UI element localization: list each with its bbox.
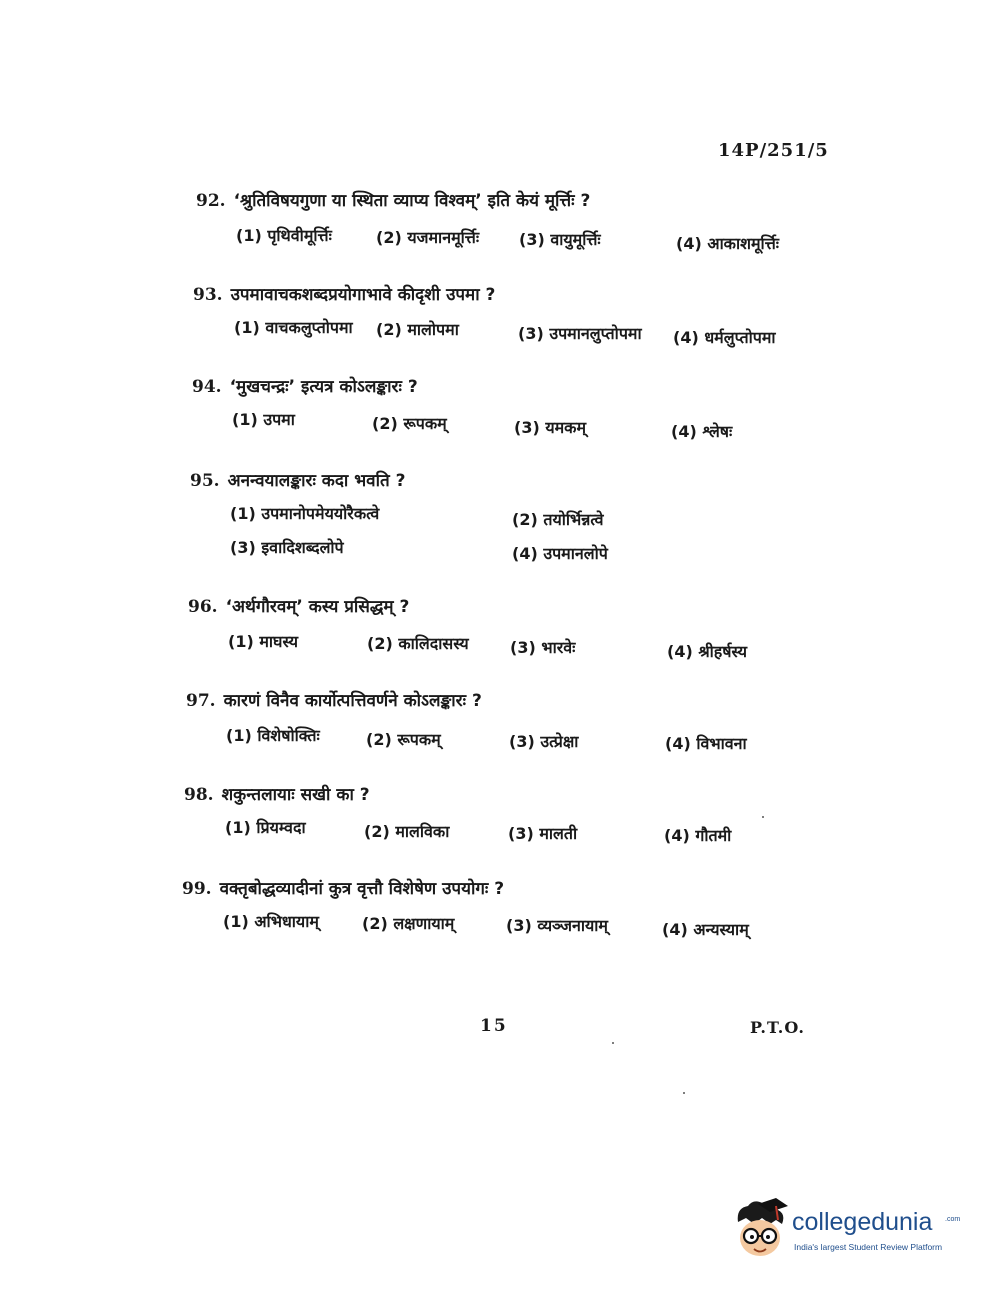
question-text: वक्तृबोद्धव्यादीनां कुत्र वृत्तौ विशेषेण उपयोगः ? — [219, 879, 505, 899]
option-1: (1) उपमानोपमेययोरैकत्वे — [230, 504, 380, 523]
option-2: (2) रूपकम् — [372, 414, 447, 433]
question-stem — [188, 594, 409, 617]
question-number: 94. — [192, 377, 222, 397]
question-stem — [193, 282, 495, 305]
question-stem — [192, 374, 418, 397]
option-3: (3) भारवेः — [510, 638, 576, 657]
question-stem — [196, 188, 590, 211]
scan-speck — [612, 1042, 614, 1044]
option-4: (4) श्रीहर्षस्य — [667, 642, 748, 661]
option-3: (3) वायुमूर्त्तिः — [519, 230, 601, 249]
option-2: (2) मालोपमा — [376, 320, 459, 339]
question-stem — [190, 468, 405, 491]
option-4: (4) विभावना — [665, 734, 747, 753]
question-stem — [184, 782, 370, 805]
question-number: 96. — [188, 597, 218, 617]
option-1: (1) वाचकलुप्तोपमा — [234, 318, 353, 337]
option-4: (4) आकाशमूर्त्तिः — [676, 234, 779, 253]
question-number: 98. — [184, 785, 214, 805]
option-2: (2) लक्षणायाम् — [362, 914, 455, 933]
question-stem — [182, 876, 504, 899]
option-1: (1) माघस्य — [228, 632, 299, 651]
question-number: 93. — [193, 285, 223, 305]
option-1: (1) प्रियम्वदा — [225, 818, 306, 837]
question-text: उपमावाचकशब्दप्रयोगाभावे कीदृशी उपमा ? — [230, 285, 496, 305]
question-text: ‘मुखचन्द्रः’ इत्यत्र कोऽलङ्कारः ? — [229, 377, 418, 397]
question-number: 99. — [182, 879, 212, 899]
question-text: ‘अर्थगौरवम्’ कस्य प्रसिद्धम् ? — [225, 597, 410, 617]
option-1: (1) पृथिवीमूर्त्तिः — [236, 226, 332, 245]
option-3: (3) उत्प्रेक्षा — [509, 732, 579, 751]
scan-speck — [683, 1092, 685, 1094]
option-2: (2) कालिदासस्य — [367, 634, 469, 653]
question-number: 95. — [190, 471, 220, 491]
option-1: (1) विशेषोक्तिः — [226, 726, 320, 745]
option-4: (4) अन्यस्याम् — [662, 920, 749, 939]
question-text: कारणं विनैव कार्योत्पत्तिवर्णने कोऽलङ्कारः ? — [223, 691, 482, 711]
option-2: (2) यजमानमूर्त्तिः — [376, 228, 480, 247]
question-stem — [186, 688, 482, 711]
scan-speck — [762, 816, 764, 818]
pto-label: P.T.O. — [750, 1018, 805, 1037]
brand-name: collegedunia — [792, 1208, 933, 1236]
page-number: 15 — [480, 1016, 508, 1036]
question-text: शकुन्तलायाः सखी का ? — [221, 785, 370, 805]
option-3: (3) इवादिशब्दलोपे — [230, 538, 344, 557]
option-4: (4) धर्मलुप्तोपमा — [673, 328, 776, 347]
option-1: (1) अभिधायाम् — [223, 912, 319, 931]
collegedunia-logo — [732, 1196, 964, 1270]
student-mascot-icon — [732, 1196, 790, 1270]
question-number: 92. — [196, 191, 226, 211]
question-text: ‘श्रुतिविषयगुणा या स्थिता व्याप्य विश्वम्’ इति केयं मूर्त्तिः ? — [233, 191, 591, 211]
question-text: अनन्वयालङ्कारः कदा भवति ? — [227, 471, 406, 491]
option-2: (2) तयोर्भिन्नत्वे — [512, 510, 604, 529]
paper-code: 14P/251/5 — [718, 140, 829, 161]
option-2: (2) मालविका — [364, 822, 450, 841]
option-3: (3) मालती — [508, 824, 578, 843]
brand-domain: .com — [945, 1216, 961, 1223]
brand-tagline: India's largest Student Review Platform — [794, 1242, 943, 1252]
option-2: (2) रूपकम् — [366, 730, 441, 749]
option-1: (1) उपमा — [232, 410, 295, 429]
option-3: (3) व्यञ्जनायाम् — [506, 916, 608, 935]
option-3: (3) उपमानलुप्तोपमा — [518, 324, 642, 343]
option-4: (4) उपमानलोपे — [512, 544, 608, 563]
question-number: 97. — [186, 691, 216, 711]
option-4: (4) श्लेषः — [671, 422, 733, 441]
option-4: (4) गौतमी — [664, 826, 732, 845]
option-3: (3) यमकम् — [514, 418, 587, 437]
